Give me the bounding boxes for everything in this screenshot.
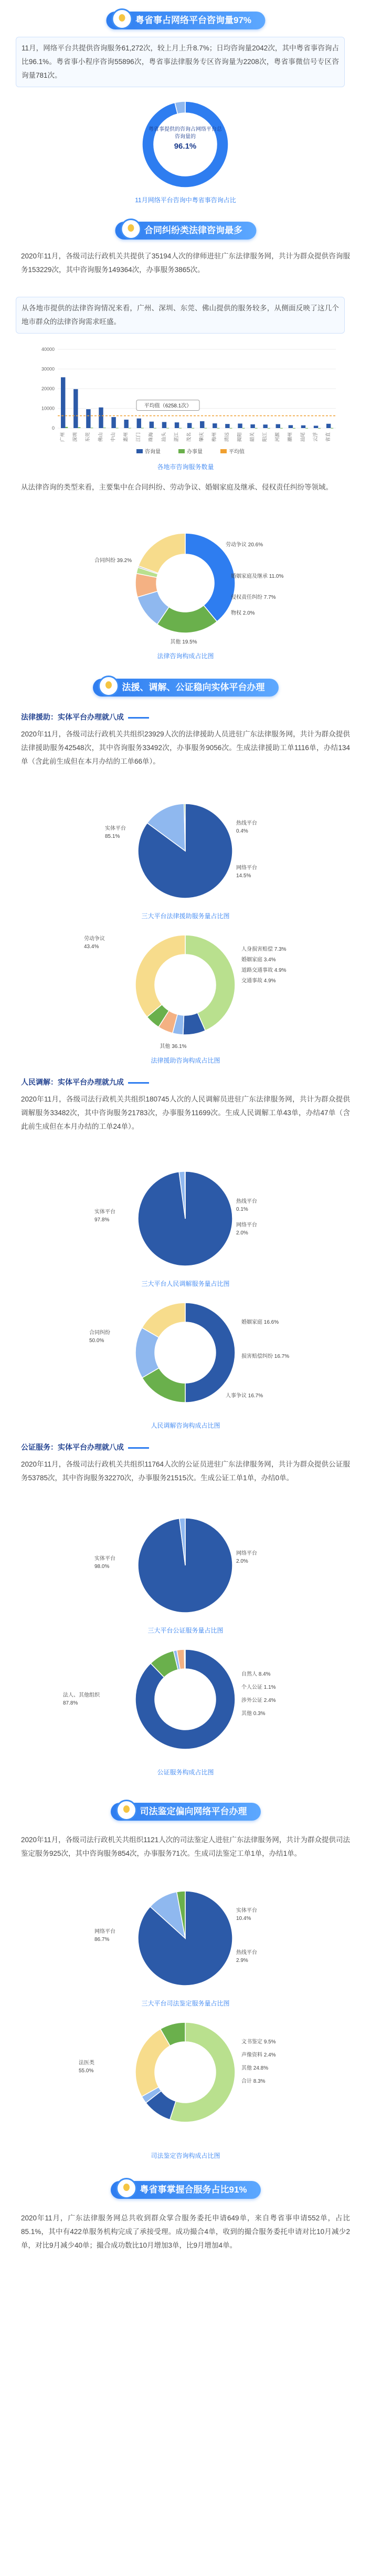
- bar-service: [255, 428, 258, 429]
- bar-service: [217, 428, 220, 429]
- bar-service: [305, 428, 308, 429]
- x-tick-label: 梅州: [211, 432, 217, 442]
- bar-consult: [314, 426, 318, 429]
- bar-service: [280, 428, 283, 429]
- bar-consult: [187, 423, 192, 428]
- bar-service: [204, 428, 207, 429]
- slice-label: 14.5%: [236, 873, 251, 879]
- section1-text: 11月，网络平台共提供咨询服务61,272次，较上月上升8.7%；日均咨询量2042次，其中粤省事咨询占比96.1%。粤省事小程序咨询55896次，粤省事法律服务专区咨询量为2208次，粤省事微信号专区咨询量781次。: [16, 37, 345, 87]
- slice-label: 其他 36.1%: [160, 1044, 187, 1050]
- bar-service: [230, 428, 232, 429]
- mediation-pie-caption: 三大平台人民调解服务量占比图: [141, 1280, 230, 1287]
- x-tick-label: 惠州: [123, 432, 129, 442]
- slice-label: 网络平台: [94, 1929, 115, 1935]
- legal-aid-type-donut: [0, 925, 371, 1051]
- donut-center-value: 96.1%: [174, 142, 197, 151]
- bar-consult: [61, 377, 65, 428]
- slice-label: 损害赔偿纠纷 16.7%: [241, 1354, 290, 1359]
- slice-label: 劳动争议: [84, 936, 105, 942]
- appraisal-platform-pie: [0, 1881, 371, 1996]
- slice-label: 实体平台: [105, 826, 126, 832]
- consult-type-donut: [0, 520, 371, 646]
- bar-service: [78, 427, 81, 428]
- slice-label: 道路交通事故 4.9%: [241, 968, 287, 973]
- slice-label: 85.1%: [105, 834, 120, 839]
- pie-slice: [184, 1649, 185, 1669]
- x-tick-label: 潮州: [287, 432, 293, 442]
- slice-label: 2.0%: [236, 1230, 248, 1236]
- slice-label: 55.0%: [79, 2068, 94, 2074]
- lightbulb-icon: [98, 676, 119, 697]
- x-tick-label: 佛山: [98, 432, 103, 442]
- section1-header: [0, 5, 371, 37]
- bar-service: [154, 428, 156, 429]
- slice-label: 实体平台: [94, 1556, 115, 1562]
- legend-label: 平均值: [229, 449, 245, 455]
- bar-consult: [276, 424, 280, 429]
- section3-title: 法援、调解、公证稳向实体平台办理: [122, 682, 265, 692]
- legal-aid-text: 2020年11月，各级司法行政机关共组织23929人次的法律援助人员进驻广东法律服务网，共计为群众提供法律援助服务42548次，其中咨询服务33492次，办事服务9056次。生成法律援助工单1116单，办结134单（含此前生成但在本月办结的工单66单）。: [21, 730, 350, 765]
- mediation-donut-caption: 人民调解咨询构成占比图: [151, 1422, 220, 1429]
- x-tick-label: 河源: [274, 432, 280, 442]
- bar-consult: [250, 424, 255, 428]
- section4-header: [0, 1796, 371, 1828]
- y-tick-label: 30000: [41, 366, 55, 372]
- slice-label: 86.7%: [94, 1937, 110, 1943]
- slice-label: 97.8%: [94, 1217, 110, 1223]
- pie-slice: [135, 935, 185, 1017]
- bar-service: [129, 428, 131, 429]
- slice-label: 物权 2.0%: [231, 610, 255, 616]
- slice-label: 声像资料 2.4%: [241, 2052, 276, 2058]
- slice-label: 实体平台: [236, 1908, 257, 1914]
- section2-header: [0, 215, 371, 247]
- section3-header: [0, 672, 371, 704]
- lightbulb-icon: [116, 1800, 137, 1821]
- bar-consult: [238, 423, 242, 428]
- legal-aid-pie-caption: 三大平台法律援助服务量占比图: [141, 912, 230, 920]
- legend-swatch: [178, 449, 185, 453]
- slice-label: 自然人 8.4%: [241, 1671, 271, 1677]
- slice-label: 合计 8.3%: [241, 2079, 266, 2084]
- slice-label: 文书鉴定 9.5%: [241, 2039, 276, 2045]
- slice-label: 2.0%: [236, 1559, 248, 1564]
- section2-title: 合同纠纷类法律咨询最多: [144, 225, 242, 235]
- bar-consult: [99, 408, 103, 428]
- bar-service: [179, 428, 182, 429]
- section2-text2: 从各地市提供的法律咨询情况来看，广州、深圳、东莞、佛山提供的服务较多，从侧面反映了这几个地市群众的法律咨询需求旺盛。: [16, 297, 345, 334]
- bar-service: [331, 428, 333, 429]
- y-tick-label: 20000: [41, 386, 55, 391]
- slice-label: 交通事故 4.9%: [241, 978, 276, 984]
- x-tick-label: 湛江: [173, 432, 179, 442]
- bar-consult: [111, 417, 115, 428]
- slice-label: 热线平台: [236, 1199, 257, 1204]
- notary-donut-caption: 公证服务构成占比图: [157, 1769, 214, 1776]
- bar-consult: [162, 422, 166, 428]
- slice-label: 涉外公证 2.4%: [241, 1698, 276, 1704]
- bar-service: [192, 428, 194, 429]
- bar-service: [318, 428, 321, 429]
- bar-consult: [225, 424, 229, 428]
- section2-text3: 从法律咨询的类型来看，主要集中在合同纠纷、劳动争议、婚姻家庭及继承、侵权责任纠纷等领域。: [21, 483, 333, 491]
- slice-label: 法医类: [79, 2060, 94, 2066]
- slice-label: 合同纠纷 39.2%: [94, 558, 132, 564]
- slice-label: 婚姻家庭 3.4%: [241, 957, 276, 963]
- legend-label: 办事量: [187, 449, 203, 455]
- legend-swatch: [220, 449, 227, 453]
- pie-slice: [135, 2029, 170, 2097]
- x-tick-label: 江门: [135, 432, 141, 442]
- lightbulb-icon: [111, 8, 132, 29]
- legal-aid-donut-caption: 法律援助咨询构成占比图: [151, 1057, 220, 1064]
- slice-label: 其他 24.8%: [241, 2065, 269, 2071]
- slice-label: 98.0%: [94, 1564, 110, 1570]
- y-tick-label: 40000: [41, 347, 55, 352]
- slice-label: 网络平台: [236, 1551, 257, 1556]
- x-tick-label: 广州: [60, 432, 66, 442]
- section5-header: [0, 2175, 371, 2206]
- slice-label: 劳动争议 20.6%: [226, 542, 263, 548]
- bar-consult: [86, 409, 90, 428]
- bar-service: [242, 428, 245, 429]
- pie-slice: [185, 1303, 235, 1403]
- x-tick-label: 中山: [110, 432, 116, 442]
- notary-heading: 公证服务：实体平台办理就八成: [21, 1442, 149, 1452]
- appraisal-donut-caption: 司法鉴定咨询构成占比图: [151, 2152, 220, 2159]
- x-tick-label: 东莞: [85, 432, 91, 442]
- x-tick-label: 清远: [224, 432, 230, 442]
- portal-share-donut: [0, 97, 371, 194]
- slice-label: 0.1%: [236, 1207, 248, 1212]
- mediation-type-donut: [0, 1292, 371, 1418]
- slice-label: 侵权责任纠纷 7.7%: [231, 595, 276, 600]
- slice-label: 网络平台: [236, 1222, 257, 1228]
- mediation-heading: 人民调解：实体平台办理就九成: [21, 1077, 149, 1087]
- slice-label: 人身损害赔偿 7.3%: [241, 947, 287, 952]
- x-tick-label: 肇庆: [199, 432, 205, 442]
- bar-consult: [326, 424, 331, 428]
- bar-consult: [289, 425, 293, 428]
- average-tooltip: 平均值（6258.1次）: [144, 403, 192, 409]
- bar-consult: [124, 420, 128, 428]
- x-tick-label: 珠海: [148, 432, 154, 442]
- section5-title: 粤省事掌握合服务占比91%: [140, 2185, 247, 2195]
- bar-consult: [175, 422, 179, 428]
- bar-service: [166, 428, 169, 429]
- slice-label: 其他 19.5%: [170, 639, 197, 645]
- bar-service: [268, 428, 270, 429]
- slice-label: 婚姻家庭及继承 11.0%: [231, 574, 284, 579]
- section4-text: 2020年11月，各级司法行政机关共组织1121人次的司法鉴定人进驻广东法律服务网，共计为群众提供司法鉴定服务925次，其中咨询服务854次，办事服务71次。生成司法鉴定工单1单，办结1单。: [21, 1836, 350, 1857]
- appraisal-type-donut: [0, 2012, 371, 2148]
- notary-platform-pie: [0, 1508, 371, 1623]
- x-tick-label: 阳江: [262, 432, 268, 442]
- x-tick-label: 汕尾: [300, 432, 305, 442]
- lightbulb-icon: [120, 219, 141, 240]
- bar-service: [293, 428, 295, 429]
- x-tick-label: 韶关: [249, 432, 255, 442]
- slice-label: 人事争议 16.7%: [226, 1393, 263, 1399]
- mediation-text: 2020年11月，各级司法行政机关共组织180745人次的人民调解员进驻广东法律服务网，共计为群众提供调解服务33482次，其中咨询服务21783次，办事服务11699次。生成人民调解工单43单，办结47单（含此前生成但在本月办结的工单24单）。: [21, 1095, 350, 1130]
- appraisal-pie-caption: 三大平台司法鉴定服务量占比图: [141, 2000, 230, 2007]
- notary-type-donut: [0, 1639, 371, 1765]
- city-consult-bar-chart: [31, 341, 346, 457]
- section5-text: 2020年11月，广东法律服务网总共收到群众掌合服务委托申请649单，来自粤省事申请552单，占比85.1%，其中有422单服务机构完成了承接受理。成功撮合4单，收到的撮合服务委托申请对比10月减少2单，对比9月减少40单；撮合成功数比10月增加3单，比9月增加4单。: [21, 2214, 350, 2249]
- slice-label: 婚姻家庭 16.6%: [241, 1320, 279, 1325]
- y-tick-label: 10000: [41, 406, 55, 411]
- slice-label: 10.4%: [236, 1916, 251, 1921]
- bar-service: [116, 428, 119, 429]
- notary-text: 2020年11月，各级司法行政机关共组织11764人次的公证员进驻广东法律服务网，共计为群众提供公证服务53785次，其中咨询服务32270次，办事服务21515次。生成公证工单1单，办结0单。: [21, 1460, 350, 1482]
- legend-swatch: [136, 449, 143, 453]
- slice-label: 实体平台: [94, 1209, 115, 1215]
- section4-title: 司法鉴定偏向网络平台办理: [140, 1806, 247, 1816]
- pie-slice: [139, 533, 185, 573]
- slice-label: 网络平台: [236, 865, 257, 871]
- slice-label: 2.9%: [236, 1958, 248, 1964]
- mediation-platform-pie: [0, 1161, 371, 1276]
- y-tick-label: 0: [51, 425, 55, 431]
- slice-label: 法人、其他组织: [63, 1692, 100, 1698]
- bar-consult: [301, 425, 305, 428]
- x-tick-label: 深圳: [72, 432, 78, 442]
- bar-consult: [213, 423, 217, 428]
- bar-consult: [150, 422, 154, 428]
- slice-label: 43.4%: [84, 944, 99, 950]
- lightbulb-icon: [115, 2178, 136, 2199]
- bar-consult: [137, 419, 141, 428]
- x-tick-label: 云浮: [312, 432, 318, 442]
- slice-label: 其他 0.3%: [241, 1711, 266, 1717]
- slice-label: 0.4%: [236, 828, 248, 834]
- legal-aid-heading: 法律援助：实体平台办理就八成: [21, 712, 149, 722]
- slice-label: 热线平台: [236, 1950, 257, 1956]
- legend-label: 咨询量: [145, 449, 161, 455]
- bar-consult: [200, 421, 204, 428]
- pie-consult-caption: 法律咨询构成占比图: [157, 652, 214, 660]
- x-tick-label: 茂名: [186, 432, 192, 442]
- notary-pie-caption: 三大平台公证服务量占比图: [147, 1627, 224, 1634]
- bar-consult: [73, 389, 78, 428]
- x-tick-label: 汕头: [161, 432, 166, 442]
- bar-chart-caption: 各地市咨询服务数量: [157, 463, 214, 471]
- slice-label: 87.8%: [63, 1700, 78, 1706]
- section1-title: 粤省事占网络平台咨询量97%: [135, 15, 252, 25]
- slice-label: 50.0%: [89, 1338, 104, 1344]
- bar-service: [65, 427, 68, 428]
- x-tick-label: 揭阳: [237, 432, 242, 442]
- bar-consult: [263, 424, 267, 428]
- x-tick-label: 省直: [325, 432, 331, 442]
- slice-label: 个人公证 1.1%: [241, 1685, 276, 1690]
- section1-caption: 11月网络平台咨询中粤省事咨询占比: [135, 196, 236, 204]
- slice-label: 合同纠纷: [89, 1330, 110, 1336]
- slice-label: 热线平台: [236, 820, 257, 826]
- legal-aid-platform-pie: [0, 793, 371, 909]
- section2-text1: 2020年11月，各级司法行政机关共提供了35194人次的律师进驻广东法律服务网，共计为群众提供咨询服务153229次，其中咨询服务149364次，办事服务3865次。: [21, 252, 350, 274]
- donut-center-label: 粤省事提供的咨询占网络平台总咨询量的: [149, 127, 222, 140]
